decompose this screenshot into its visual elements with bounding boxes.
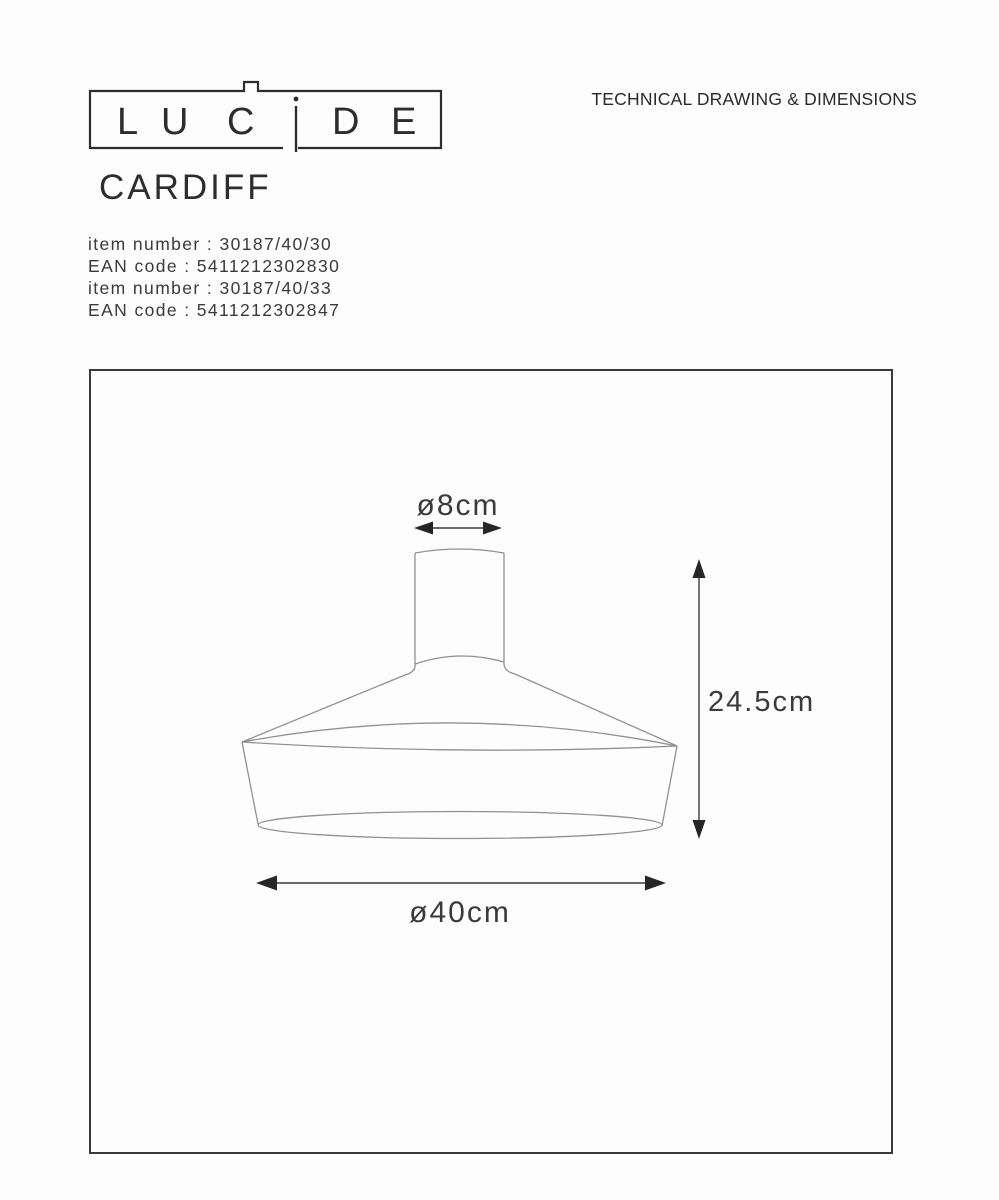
lamp-bottom-ellipse <box>258 812 662 839</box>
lamp-canopy-base <box>415 656 504 664</box>
arrowhead-right-icon <box>645 876 666 891</box>
arrowhead-down-icon <box>693 820 706 839</box>
lamp-rim-front <box>242 742 677 750</box>
arrowhead-right-icon <box>483 522 502 535</box>
ean-code-line: EAN code : 5411212302847 <box>88 300 341 320</box>
logo-letter-i-dot <box>294 97 299 102</box>
lamp-cone-right <box>504 662 677 746</box>
logo-letter-e: E <box>391 101 417 143</box>
dimension-canopy <box>414 489 502 535</box>
logo-letter-c: C <box>227 101 255 143</box>
lamp-cone-left <box>242 664 415 742</box>
sheet-title: TECHNICAL DRAWING & DIMENSIONS <box>591 89 917 109</box>
logo-letter-d: D <box>332 101 360 143</box>
item-number-line: item number : 30187/40/33 <box>88 278 333 298</box>
item-number-line: item number : 30187/40/30 <box>88 234 333 254</box>
lamp-shade-right <box>662 746 677 826</box>
logo-box-outline <box>90 82 441 148</box>
lamp-shade-left <box>242 742 258 824</box>
lucide-logo <box>85 75 450 160</box>
height-label: 24.5cm <box>708 686 816 718</box>
shade-diameter-label: ø40cm <box>409 896 511 929</box>
logo-letter-u: U <box>161 101 189 143</box>
logo-letter-l: L <box>117 101 139 143</box>
ean-code-line: EAN code : 5411212302830 <box>88 256 341 276</box>
arrowhead-left-icon <box>256 876 277 891</box>
product-name: CARDIFF <box>99 168 272 207</box>
dimension-shade <box>256 876 666 930</box>
drawing-frame <box>90 370 892 1153</box>
item-info-block <box>88 233 340 321</box>
lamp-canopy-top <box>415 549 504 553</box>
dimension-height <box>693 559 816 839</box>
arrowhead-left-icon <box>414 522 433 535</box>
technical-drawing <box>88 368 895 1156</box>
canopy-diameter-label: ø8cm <box>416 489 500 522</box>
lamp-rim-back <box>242 723 677 746</box>
arrowhead-up-icon <box>693 559 706 578</box>
lamp-outline <box>242 549 677 839</box>
